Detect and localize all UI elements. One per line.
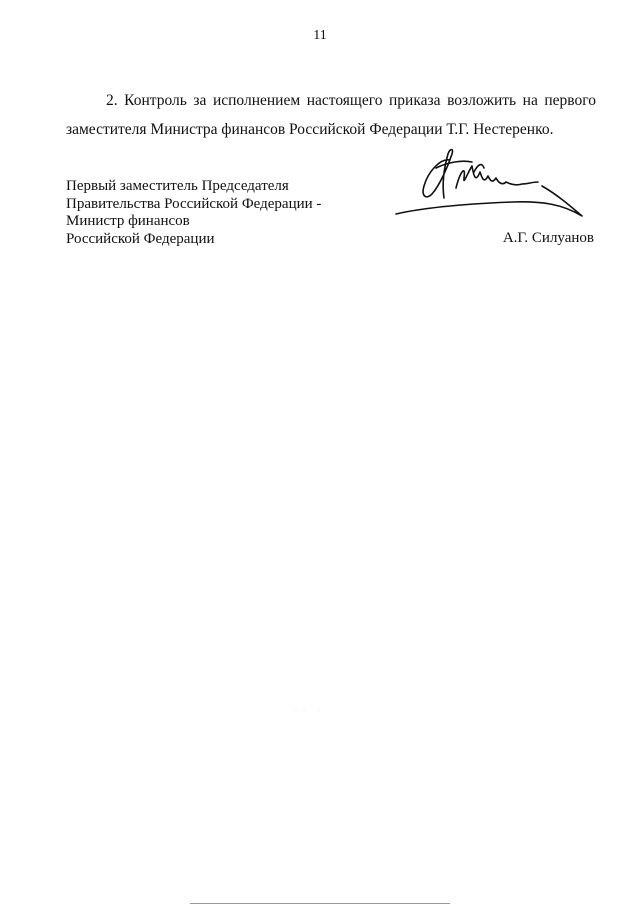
handwritten-signature: [392, 142, 592, 228]
body-paragraph: 2. Контроль за исполнением настоящего приказа возложить на первого заместителя Министра финансов Российской Федерации Т.Г. Нестеренко.: [66, 91, 596, 138]
signer-title-line: Правительства Российской Федерации -: [66, 195, 322, 212]
signer-title-line: Министр финансов: [66, 213, 190, 229]
bottom-edge-line: [190, 903, 450, 904]
signer-position-title: [66, 178, 366, 248]
signer-title-line: Российской Федерации: [66, 230, 215, 247]
signer-title-line: Первый заместитель Председателя: [66, 178, 289, 194]
scan-artifact: ·· ·: [295, 708, 327, 714]
signer-name: А.Г. Силуанов: [502, 230, 594, 246]
page-number: 11: [313, 28, 327, 43]
